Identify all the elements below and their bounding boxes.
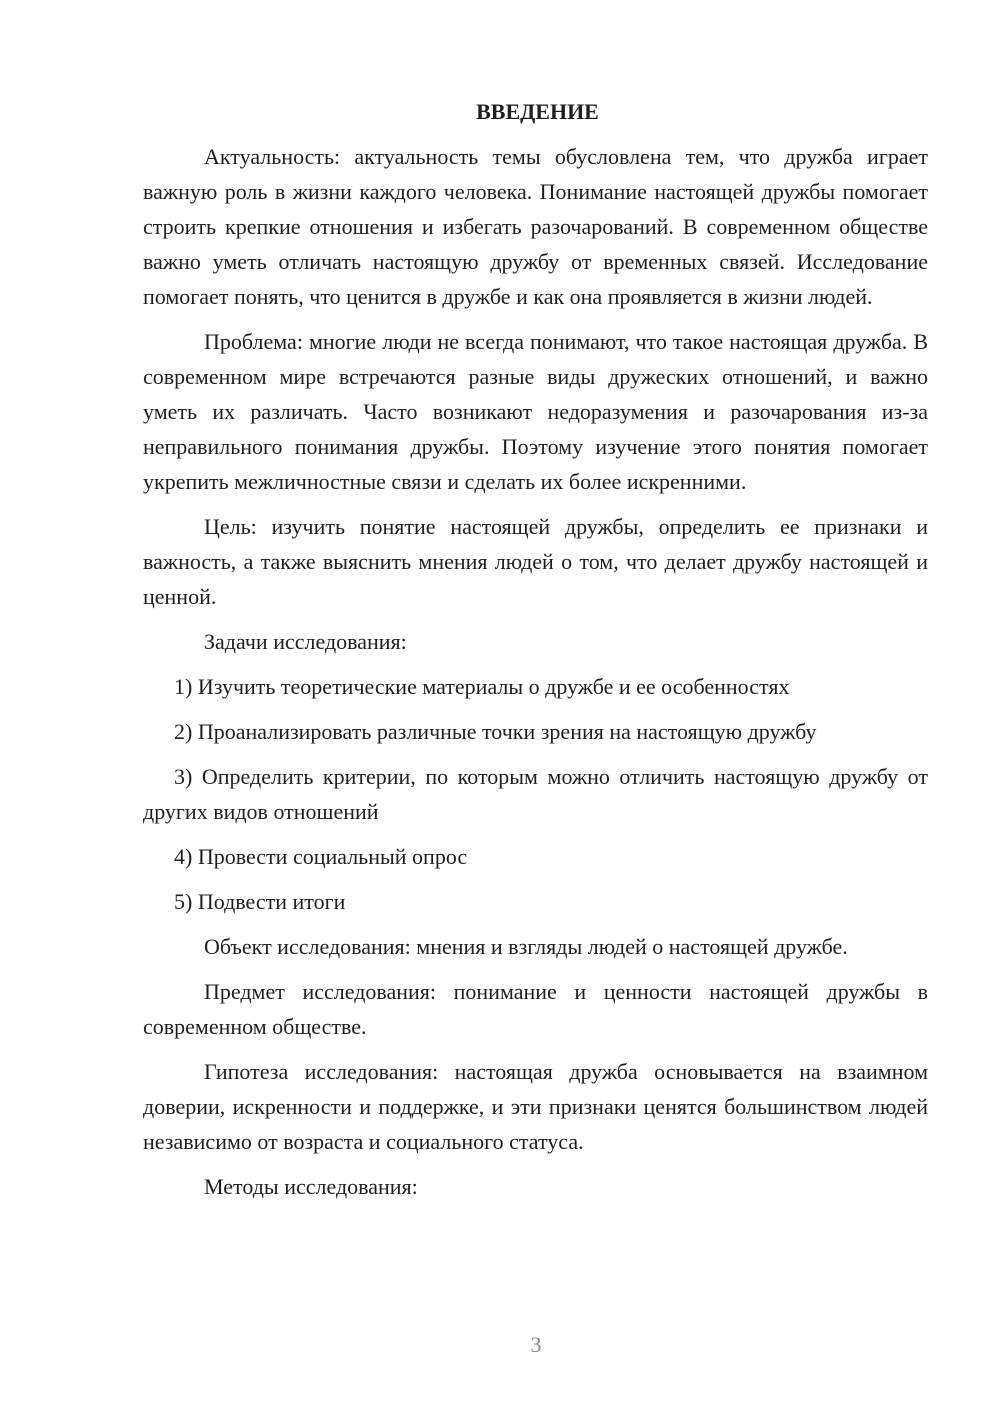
task-item-4: 4) Провести социальный опрос bbox=[174, 844, 468, 869]
goal-paragraph: Цель: изучить понятие настоящей дружбы, определить ее признаки и важность, а также выяснить мнения людей о том, что делает дружбу настоящей и ценной. bbox=[143, 514, 928, 609]
subject-paragraph: Предмет исследования: понимание и ценности настоящей дружбы в современном обществе. bbox=[143, 979, 928, 1039]
tasks-intro: Задачи исследования: bbox=[204, 629, 407, 654]
hypothesis-paragraph: Гипотеза исследования: настоящая дружба основывается на взаимном доверии, искренности и поддержке, и эти признаки ценятся большинством людей независимо от возраста и социального статуса. bbox=[143, 1059, 928, 1154]
object-paragraph: Объект исследования: мнения и взгляды людей о настоящей дружбе. bbox=[204, 934, 848, 959]
methods-intro: Методы исследования: bbox=[204, 1174, 418, 1199]
page-number: 3 bbox=[530, 1332, 542, 1357]
problem-paragraph: Проблема: многие люди не всегда понимают, что такое настоящая дружба. В современном мире встречаются разные виды дружеских отношений, и важно уметь их различать. Часто возникают недоразумения и разочарования из-за неправильного понимания дружбы. Поэтому изучение этого понятия помогает укрепить межличностные связи и сделать их более искренними. bbox=[143, 329, 928, 494]
page-content bbox=[143, 94, 928, 1214]
section-heading: ВВЕДЕНИЕ bbox=[476, 99, 599, 124]
task-item-5: 5) Подвести итоги bbox=[174, 889, 346, 914]
task-item-1: 1) Изучить теоретические материалы о дружбе и ее особенностях bbox=[174, 674, 790, 699]
task-item-2: 2) Проанализировать различные точки зрения на настоящую дружбу bbox=[174, 719, 817, 744]
relevance-paragraph: Актуальность: актуальность темы обусловлена тем, что дружба играет важную роль в жизни каждого человека. Понимание настоящей дружбы помогает строить крепкие отношения и избегать разочарований. В современном обществе важно уметь отличать настоящую дружбу от временных связей. Исследование помогает понять, что ценится в дружбе и как она проявляется в жизни людей. bbox=[143, 144, 928, 309]
task-item-3: 3) Определить критерии, по которым можно отличить настоящую дружбу от других видов отношений bbox=[143, 764, 928, 824]
